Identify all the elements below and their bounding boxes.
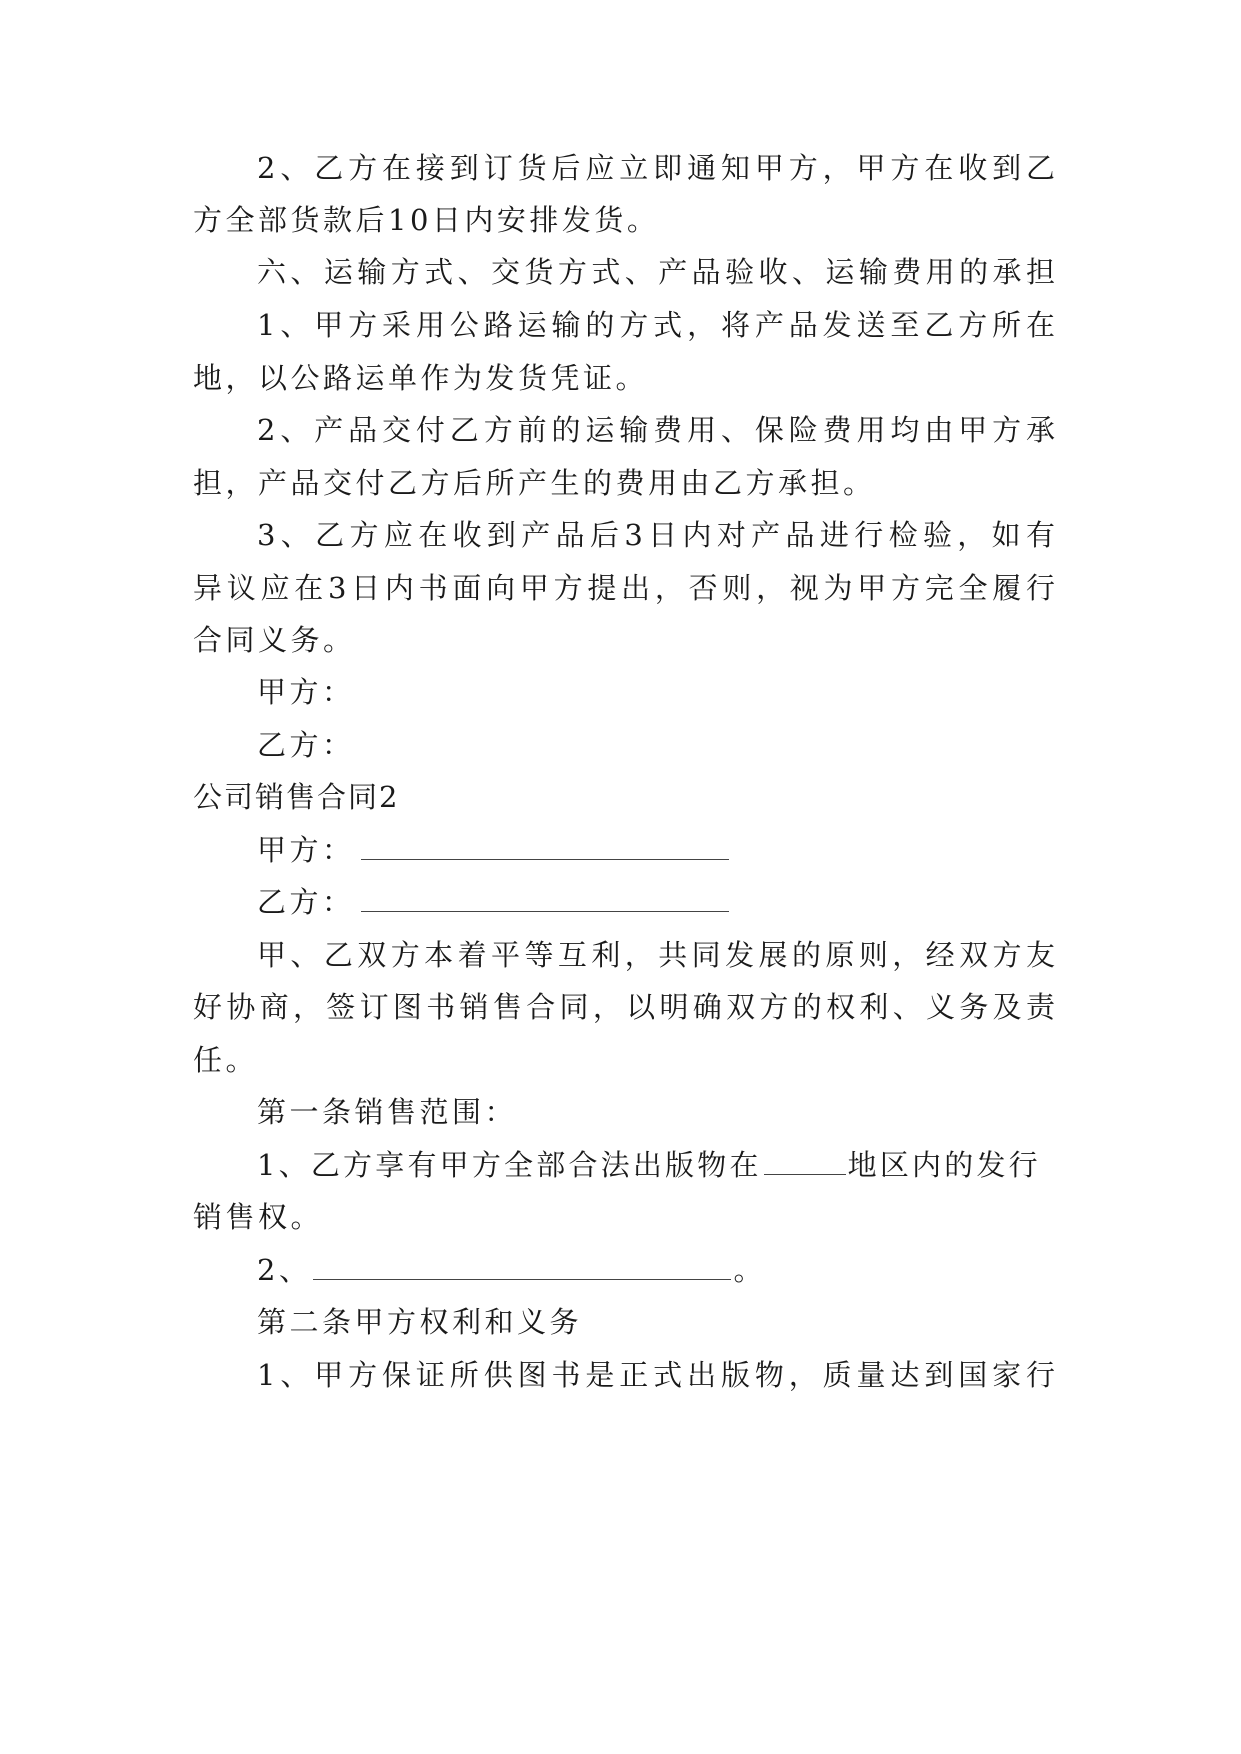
section-heading: 六、运输方式、交货方式、产品验收、运输费用的承担: [257, 255, 1055, 289]
party-a-field-label: 甲方：: [257, 833, 355, 867]
paragraph-line: 3、乙方应在收到产品后3日内对产品进行检验，如有: [257, 518, 1055, 552]
party-b-field-label: 乙方：: [257, 885, 355, 919]
paragraph-line: 好协商，签订图书销售合同，以明确双方的权利、义务及责: [193, 990, 1055, 1024]
paragraph-line: 2、乙方在接到订货后应立即通知甲方，甲方在收到乙: [257, 151, 1055, 185]
item-blank: [313, 1253, 731, 1280]
paragraph-line: 方全部货款后10日内安排发货。: [193, 203, 660, 237]
line-part: 2、: [257, 1253, 312, 1287]
party-a-blank: [361, 833, 729, 860]
party-b-blank: [361, 885, 729, 912]
paragraph-line: 销售权。: [193, 1200, 324, 1234]
region-blank: [764, 1148, 846, 1175]
paragraph-line: 甲、乙双方本着平等互利，共同发展的原则，经双方友: [257, 938, 1055, 972]
paragraph-line: 任。: [193, 1043, 259, 1077]
paragraph-line: [257, 1250, 1055, 1290]
paragraph-line: 地，以公路运单作为发货凭证。: [193, 361, 649, 395]
paragraph-line: 异议应在3日内书面向甲方提出，否则，视为甲方完全履行: [193, 571, 1055, 605]
article-heading: 第二条甲方权利和义务: [257, 1305, 583, 1339]
party-a-label: 甲方：: [257, 675, 355, 709]
paragraph-line: 担，产品交付乙方后所产生的费用由乙方承担。: [193, 466, 876, 500]
paragraph-line: 合同义务。: [193, 623, 356, 657]
paragraph-line: 2、产品交付乙方前的运输费用、保险费用均由甲方承: [257, 413, 1055, 447]
party-b-field: [257, 882, 1055, 922]
article-heading: 第一条销售范围：: [257, 1095, 518, 1129]
party-a-field: [257, 830, 1055, 870]
party-b-label: 乙方：: [257, 728, 355, 762]
line-part: 。: [733, 1253, 766, 1287]
line-part: 地区内的发行: [847, 1148, 1041, 1182]
paragraph-line: 1、甲方采用公路运输的方式，将产品发送至乙方所在: [257, 308, 1055, 342]
contract-title: 公司销售合同2: [193, 780, 400, 814]
line-part: 1、乙方享有甲方全部合法出版物在: [257, 1148, 762, 1182]
paragraph-line: 1、甲方保证所供图书是正式出版物，质量达到国家行: [257, 1358, 1055, 1392]
paragraph-line: [257, 1145, 1055, 1185]
